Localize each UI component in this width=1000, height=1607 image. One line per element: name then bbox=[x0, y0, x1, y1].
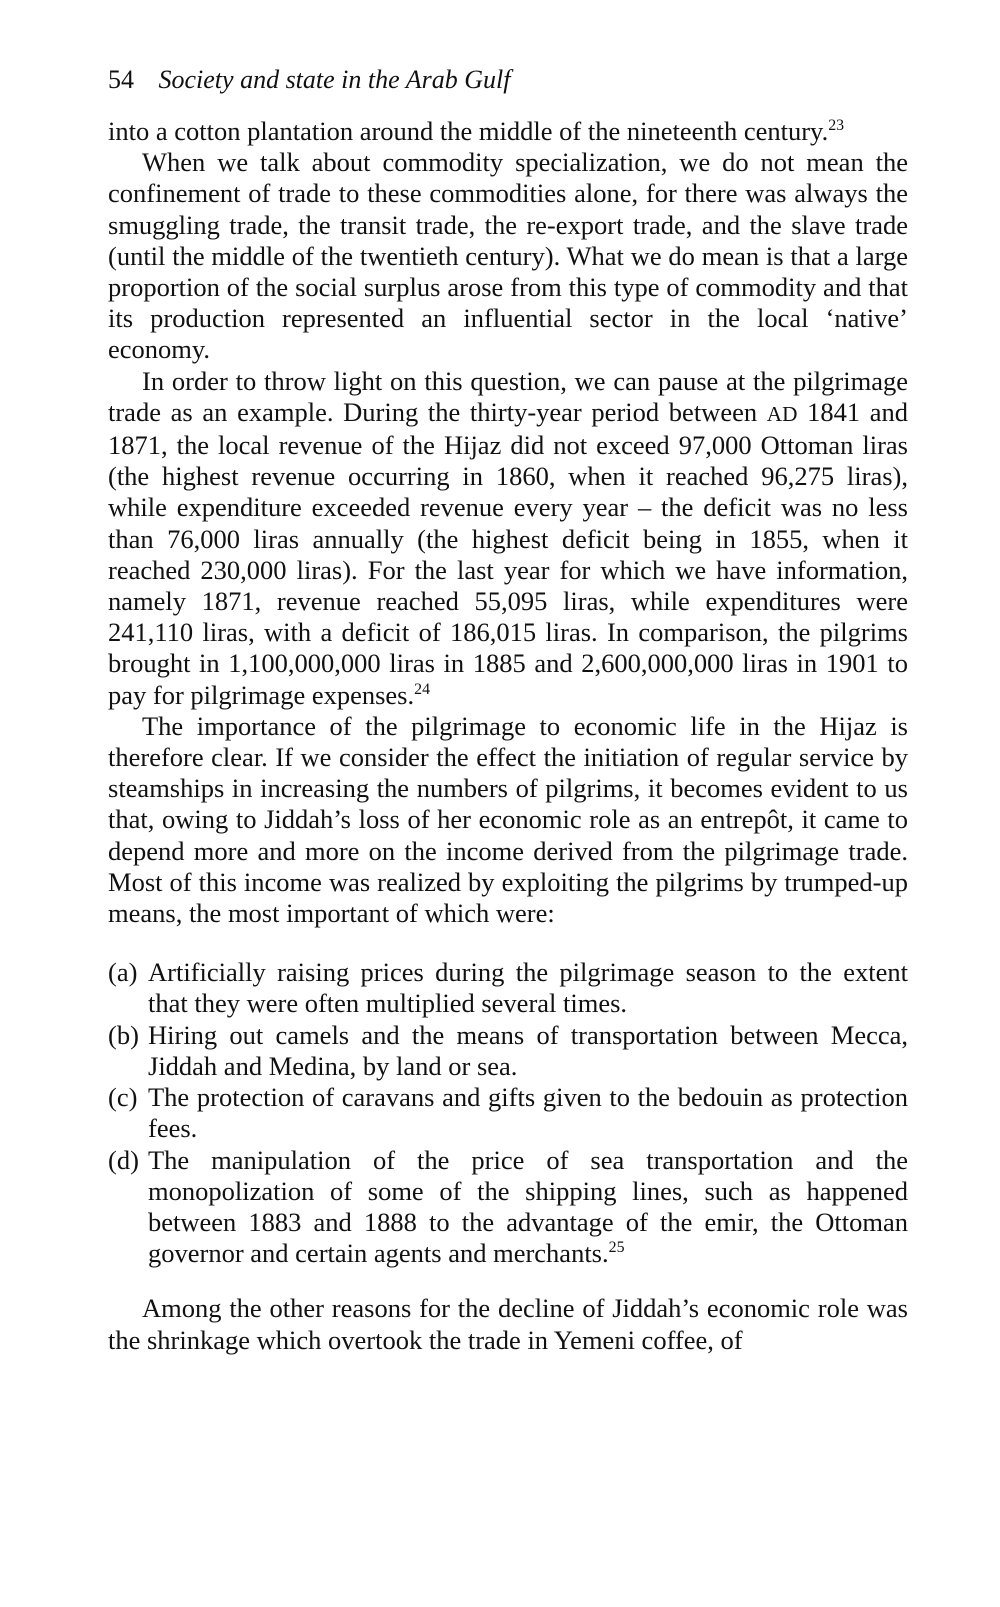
list-item bbox=[108, 957, 908, 1019]
list-marker: (a) bbox=[108, 957, 138, 988]
page-header bbox=[108, 64, 908, 96]
footnote-ref: 23 bbox=[828, 117, 845, 135]
paragraph-jiddah-decline bbox=[108, 1293, 908, 1355]
paragraph-text: The importance of the pilgrimage to economic life in the Hijaz is therefore clear. If we consider the effect the initiation of regular service by steamships in increasing the numbers of pilgrims, it becomes evident to us that, owing to Jiddah’s loss of her economic role as an entrepôt, it came to depend more and more on the income derived from the pilgrimage trade. Most of this income was realized by exploiting the pilgrims by trumped-up means, the most important of which were: bbox=[108, 710, 908, 929]
paragraph-text: 1841 and 1871, the local revenue of the Hijaz did not exceed 97,000 Ottoman liras (the highest revenue occurring in 1860, when it reached 96,275 liras), while expenditure exceeded revenue every year – the deficit was no less than 76,000 liras annually (the highest deficit being in 1855, when it reached 230,000 liras). For the last year for which we have information, namely 1871, revenue reached 55,095 liras, while expenditures were 241,110 liras, with a deficit of 186,015 liras. In comparison, the pilgrims brought in 1,100,000,000 liras in 1885 and 2,600,000,000 liras in 1901 to pay for pilgrimage expenses. bbox=[108, 396, 909, 710]
paragraph-continuation bbox=[108, 116, 908, 147]
list-item bbox=[108, 1020, 908, 1082]
list-item-text: Artificially raising prices during the pilgrimage season to the extent that they were often multiplied several times. bbox=[148, 957, 908, 1019]
book-page bbox=[108, 64, 908, 1356]
list-item-text: The manipulation of the price of sea transportation and the monopolization of some of the shipping lines, such as happened between 1883 and 1888 to the advantage of the emir, the Ottoman governor and certain agents and merchants. bbox=[148, 1144, 908, 1269]
means-list bbox=[108, 957, 908, 1269]
paragraph-text: In order to throw light on this question, we can pause at the pilgrimage trade as an example. During the thirty-year period between bbox=[108, 365, 908, 427]
list-item-text: The protection of caravans and gifts given to the bedouin as protection fees. bbox=[148, 1082, 908, 1144]
paragraph-pilgrimage-importance bbox=[108, 711, 908, 929]
list-item-content bbox=[148, 1145, 908, 1270]
list-item-text: Hiring out camels and the means of transportation between Mecca, Jiddah and Medina, by land or sea. bbox=[148, 1019, 908, 1081]
list-item bbox=[108, 1145, 908, 1270]
paragraph-text: When we talk about commodity specialization, we do not mean the confinement of trade to these commodities alone, for there was always the smuggling trade, the transit trade, the re-export trade, and the slave trade (until the middle of the twentieth century). What we do mean is that a large proportion of the social surplus arose from this type of commodity and that its production represented an influential sector in the local ‘native’ economy. bbox=[108, 147, 908, 365]
body-text bbox=[108, 116, 908, 1356]
footnote-ref: 25 bbox=[608, 1239, 625, 1257]
list-item bbox=[108, 1082, 908, 1144]
running-title: Society and state in the Arab Gulf bbox=[158, 65, 511, 94]
page-number: 54 bbox=[108, 65, 134, 94]
paragraph-commodity-specialization bbox=[108, 147, 908, 365]
paragraph-pilgrimage-trade bbox=[108, 366, 908, 711]
paragraph-text: Among the other reasons for the decline of Jiddah’s economic role was the shrinkage which overtook the trade in Yemeni coffee, of bbox=[108, 1293, 908, 1355]
era-abbreviation: AD bbox=[766, 401, 798, 426]
list-marker: (c) bbox=[108, 1082, 138, 1113]
list-marker: (b) bbox=[108, 1019, 139, 1050]
footnote-ref: 24 bbox=[414, 680, 431, 698]
paragraph-text: into a cotton plantation around the middle of the nineteenth century. bbox=[108, 116, 829, 146]
list-marker: (d) bbox=[108, 1144, 139, 1175]
